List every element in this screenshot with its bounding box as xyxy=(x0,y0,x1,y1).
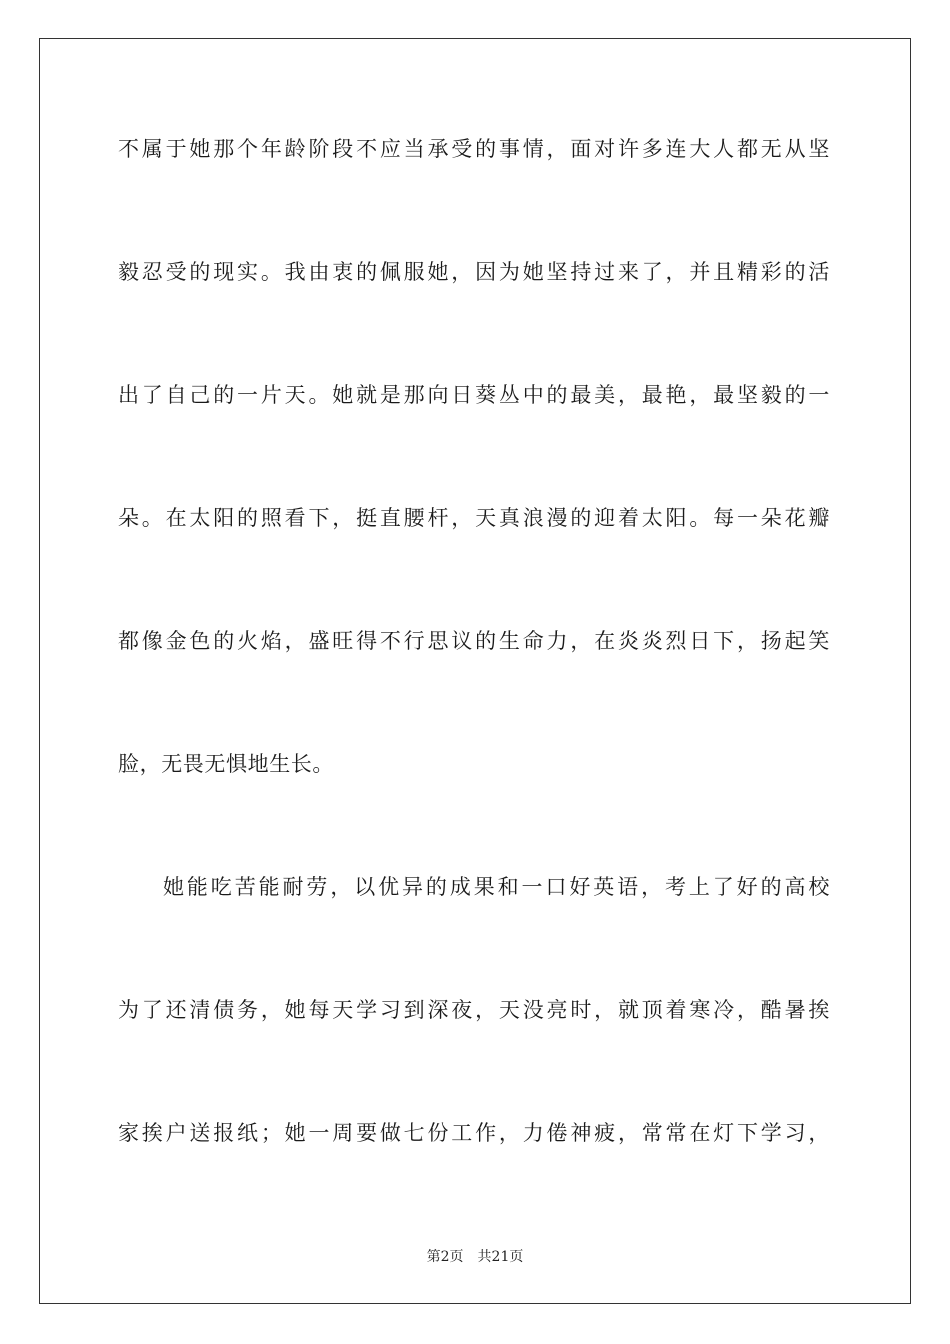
body-text-line: 脸，无畏无惧地生长。 xyxy=(118,752,334,776)
body-text-line: 不属于她那个年龄阶段不应当承受的事情，面对许多连大人都无从坚 xyxy=(118,137,830,161)
page-total: 共21页 xyxy=(477,1249,524,1265)
page-frame xyxy=(39,38,911,1304)
body-text-line: 家挨户送报纸；她一周要做七份工作，力倦神疲，常常在灯下学习， xyxy=(118,1121,830,1145)
page-number: 第2页 xyxy=(426,1249,464,1265)
body-text-line: 朵。在太阳的照看下，挺直腰杆，天真浪漫的迎着太阳。每一朵花瓣 xyxy=(118,506,830,530)
body-text-line: 出了自己的一片天。她就是那向日葵丛中的最美，最艳，最坚毅的一 xyxy=(118,383,830,407)
body-text-line-indented: 她能吃苦能耐劳，以优异的成果和一口好英语，考上了好的高校 xyxy=(163,875,830,899)
body-text-line: 毅忍受的现实。我由衷的佩服她，因为她坚持过来了，并且精彩的活 xyxy=(118,260,830,284)
body-text-line: 都像金色的火焰，盛旺得不行思议的生命力，在炎炎烈日下，扬起笑 xyxy=(118,629,830,653)
page-footer xyxy=(0,1248,950,1266)
body-text-line: 为了还清债务，她每天学习到深夜，天没亮时，就顶着寒冷，酷暑挨 xyxy=(118,998,830,1022)
